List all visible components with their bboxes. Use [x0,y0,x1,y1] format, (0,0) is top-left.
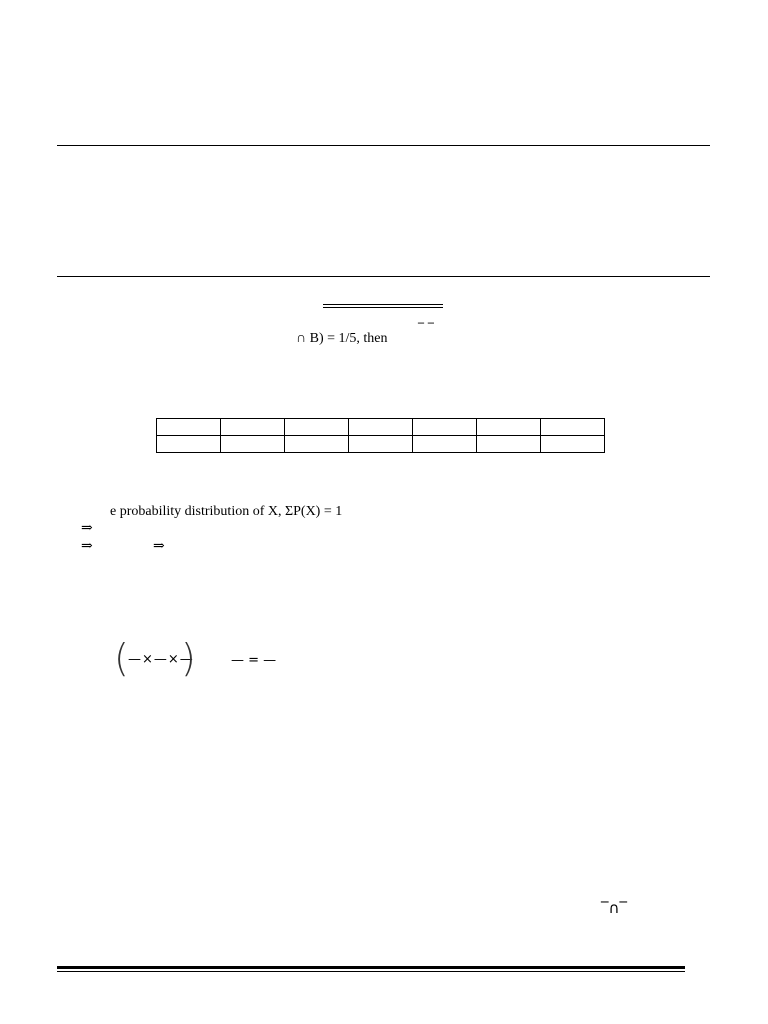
overbar-marks: ‾ ‾ [418,321,434,335]
footer-rule-thin [57,971,685,972]
implies-symbol-2: ⇒ [81,539,93,554]
table-cell [541,419,605,436]
table-cell [285,436,349,453]
table-cell [413,436,477,453]
header-rule-bottom [57,276,710,277]
footer-rule-thick [57,966,685,969]
event-statement: ∩ B) = 1/5, then [296,331,388,346]
right-paren: ) [181,636,196,680]
distribution-statement: e probability distribution of X, ΣP(X) = 1 [110,504,343,519]
left-paren: ( [114,636,129,680]
title-double-underline [323,304,443,308]
table-row [157,419,605,436]
implies-symbol-1: ⇒ [81,521,93,536]
table-cell [157,436,221,453]
header-rule-top [57,145,710,146]
table-cell [285,419,349,436]
table-cell [477,419,541,436]
table-cell [541,436,605,453]
table-cell [349,436,413,453]
fraction-equation: — = — [231,653,277,668]
table-cell [221,419,285,436]
product-expression: —×—×— [128,652,194,667]
table-cell [157,419,221,436]
table-cell [477,436,541,453]
probability-table [156,418,605,453]
implies-symbol-3: ⇒ [153,539,165,554]
table-row [157,436,605,453]
table-cell [349,419,413,436]
table-cell [221,436,285,453]
table-cell [413,419,477,436]
complement-intersection: ‾∩‾ [601,899,627,917]
